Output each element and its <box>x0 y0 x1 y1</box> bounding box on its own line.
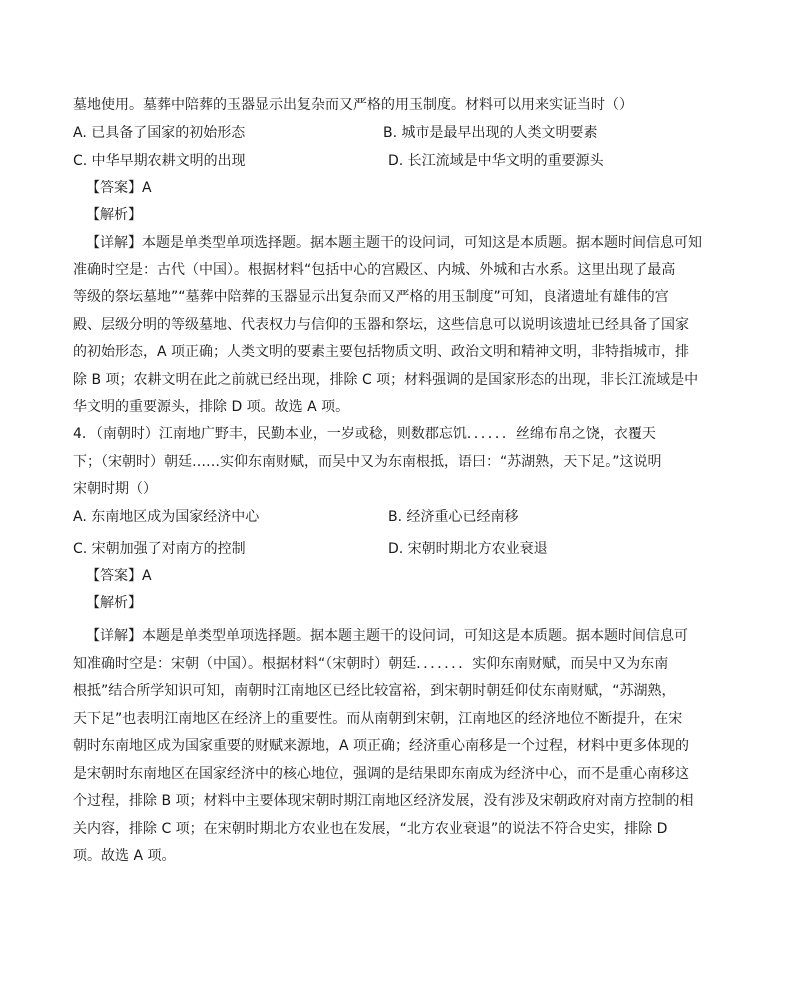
q4-detail-line: 个过程，排除 B 项；材料中主要体现宋朝时期江南地区经济发展，没有涉及宋朝政府对南方控制的相 <box>73 793 694 809</box>
q3-detail-line: 华文明的重要源头，排除 D 项。故选 A 项。 <box>73 399 350 415</box>
q4-stem-line: 宋朝时期（） <box>73 481 157 497</box>
q4-stem-line: 下；（宋朝时）朝廷……实仰东南财赋，而吴中又为东南根抵，语曰：“苏湖熟，天下足。”这说明 <box>73 454 662 470</box>
q3-option-d: D. 长江流域是中华文明的重要源头 <box>388 153 604 169</box>
q3-option-b: B. 城市是最早出现的人类文明要素 <box>383 125 598 141</box>
q4-detail-line: 朝时东南地区成为国家重要的财赋来源地，A 项正确；经济重心南移是一个过程，材料中更多体现的 <box>73 738 690 754</box>
q4-option-d: D. 宋朝时期北方农业衰退 <box>388 541 548 557</box>
q4-option-c: C. 宋朝加强了对南方的控制 <box>73 541 246 557</box>
q4-detail-line: 【详解】本题是单类型单项选择题。据本题主题干的设问词，可知这是本质题。据本题时间信息可 <box>86 628 688 644</box>
q4-option-a: A. 东南地区成为国家经济中心 <box>73 509 260 525</box>
q4-detail-line: 关内容，排除 C 项；在宋朝时期北方农业也在发展，“北方农业衰退”的说法不符合史实，排除 D <box>73 821 668 837</box>
q3-detail-line: 等级的祭坛墓地”“墓葬中陪葬的玉器显示出复杂而又严格的用玉制度”可知，良渚遗址有雄伟的宫 <box>73 289 669 305</box>
q3-detail-line: 除 B 项；农耕文明在此之前就已经出现，排除 C 项；材料强调的是国家形态的出现，非长江流域是中 <box>73 372 699 388</box>
q4-detail-line: 知准确时空是：宋朝（中国）。根据材料“（宋朝时）朝廷．．．．．．．实仰东南财赋，而吴中又为东南 <box>73 656 669 672</box>
q3-option-a: A. 已具备了国家的初始形态 <box>73 125 246 141</box>
q3-option-c: C. 中华早期农耕文明的出现 <box>73 153 246 169</box>
q4-option-b: B. 经济重心已经南移 <box>388 509 519 525</box>
q4-detail-line: 是宋朝时东南地区在国家经济中的核心地位，强调的是结果即东南成为经济中心，而不是重心南移这 <box>73 766 689 782</box>
q4-detail-line: 根抵”结合所学知识可知，南朝时江南地区已经比较富裕，到宋朝时朝廷仰仗东南财赋，“苏湖熟， <box>73 683 676 699</box>
q3-detail-line: 准确时空是：古代（中国）。根据材料“包括中心的宫殿区、内城、外城和古水系。这里出现了最高 <box>73 262 676 278</box>
q4-answer: 【答案】A <box>86 568 152 584</box>
q3-detail-line: 殿、层级分明的等级墓地、代表权力与信仰的玉器和祭坛，这些信息可以说明该遗址已经具备了国家 <box>73 317 689 333</box>
q3-answer: 【答案】A <box>86 180 152 196</box>
q4-detail-line: 天下足”也表明江南地区在经济上的重要性。而从南朝到宋朝，江南地区的经济地位不断提升，在宋 <box>73 711 683 727</box>
q3-detail-line: 【详解】本题是单类型单项选择题。据本题主题干的设问词，可知这是本质题。据本题时间信息可知 <box>86 235 702 251</box>
q4-stem-line: 4．（南朝时）江南地广野丰，民勤本业，一岁或稔，则数郡忘饥．．．．．．丝绵布帛之饶，衣覆天 <box>73 426 656 442</box>
q4-analysis-label: 【解析】 <box>86 595 142 611</box>
q3-detail-line: 的初始形态，A 项正确；人类文明的要素主要包括物质文明、政治文明和精神文明，非特指城市，排 <box>73 344 690 360</box>
q3-stem-tail: 墓地使用。墓葬中陪葬的玉器显示出复杂而又严格的用玉制度。材料可以用来实证当时（） <box>73 97 633 113</box>
q3-analysis-label: 【解析】 <box>86 207 142 223</box>
q4-detail-line: 项。故选 A 项。 <box>73 848 176 864</box>
